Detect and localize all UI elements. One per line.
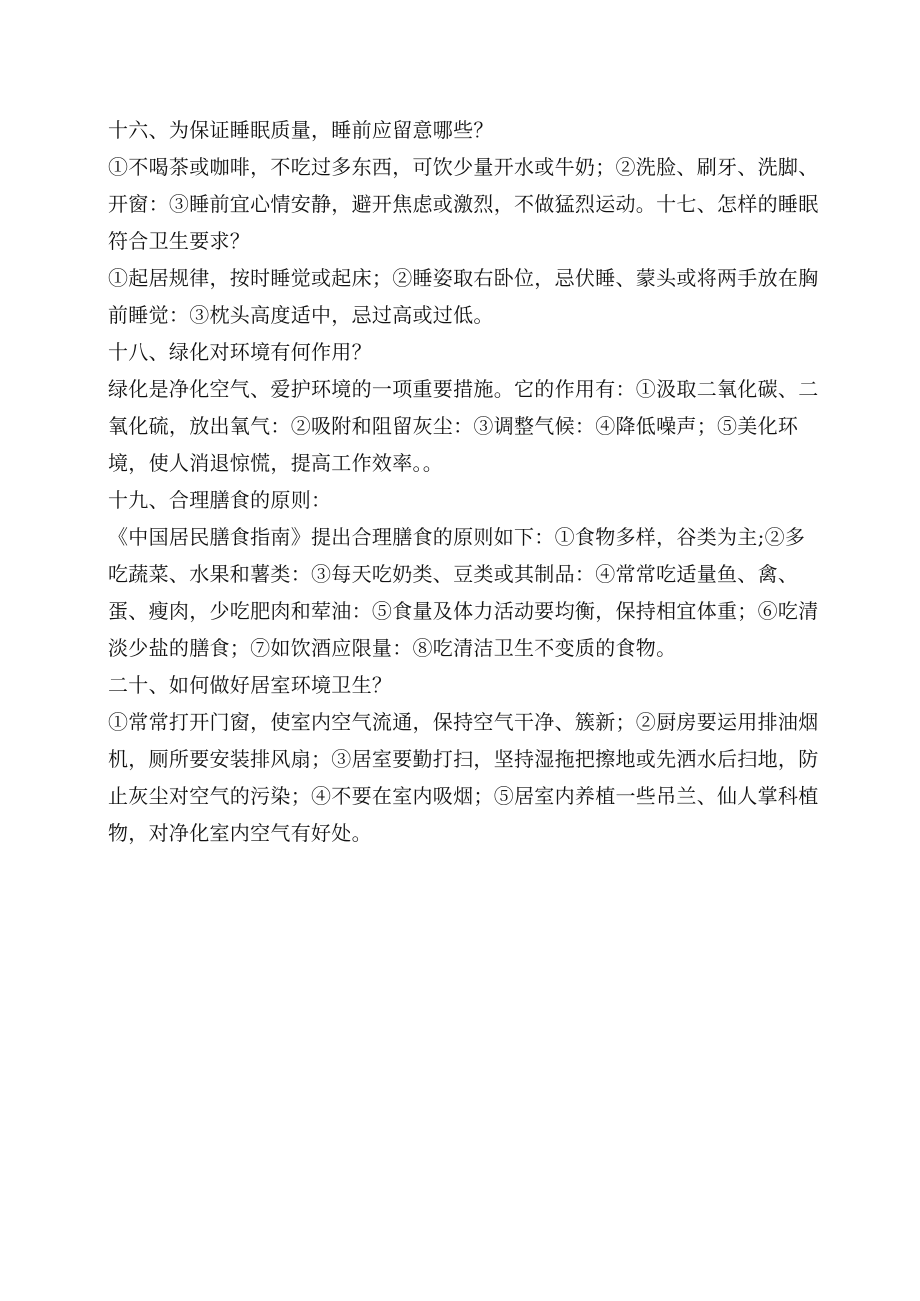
text-line: 淡少盐的膳食；⑦如饮酒应限量：⑧吃清洁卫生不变质的食物。 [108, 636, 677, 660]
text-line: ①不喝茶或咖啡，不吃过多东西，可饮少量开水或牛奶；②洗脸、刷牙、洗脚、 [108, 155, 819, 179]
text-line: 物，对净化室内空气有好处。 [108, 821, 372, 845]
text-line: 前睡觉：③枕头高度适中，忌过高或过低。 [108, 303, 494, 327]
text-line: 氧化硫，放出氧气：②吸附和阻留灰尘：③调整气候：④降低噪声；⑤美化环 [108, 414, 799, 438]
text-line: 境，使人消退惊慌，提高工作效率。。 [108, 451, 444, 475]
text-line: 蛋、瘦肉，少吃肥肉和荤油：⑤食量及体力活动要均衡，保持相宜体重；⑥吃清 [108, 599, 819, 623]
text-line: 符合卫生要求？ [108, 229, 251, 253]
document-body [108, 112, 818, 852]
text-line: 《中国居民膳食指南》提出合理膳食的原则如下：①食物多样，谷类为主;②多 [108, 525, 806, 549]
heading-question-19: 十九、合理膳食的原则： [108, 488, 332, 512]
text-line: ①常常打开门窗，使室内空气流通，保持空气干净、簇新；②厨房要运用排油烟 [108, 710, 819, 734]
text-line: 绿化是净化空气、爱护环境的一项重要措施。它的作用有：①汲取二氧化碳、二 [108, 377, 819, 401]
text-line: 机，厕所要安装排风扇；③居室要勤打扫，坚持湿拖把擦地或先洒水后扫地，防 [108, 747, 819, 771]
heading-question-20: 二十、如何做好居室环境卫生？ [108, 673, 393, 697]
heading-question-18: 十八、绿化对环境有何作用？ [108, 340, 372, 364]
text-line: ①起居规律，按时睡觉或起床；②睡姿取右卧位，忌伏睡、蒙头或将两手放在胸 [108, 266, 819, 290]
text-line: 开窗：③睡前宜心情安静，避开焦虑或激烈，不做猛烈运动。十七、怎样的睡眠 [108, 192, 819, 216]
heading-question-16: 十六、为保证睡眠质量，睡前应留意哪些？ [108, 118, 494, 142]
text-line: 止灰尘对空气的污染；④不要在室内吸烟；⑤居室内养植一些吊兰、仙人掌科植 [108, 784, 819, 808]
text-line: 吃蔬菜、水果和薯类：③每天吃奶类、豆类或其制品：④常常吃适量鱼、禽、 [108, 562, 799, 586]
